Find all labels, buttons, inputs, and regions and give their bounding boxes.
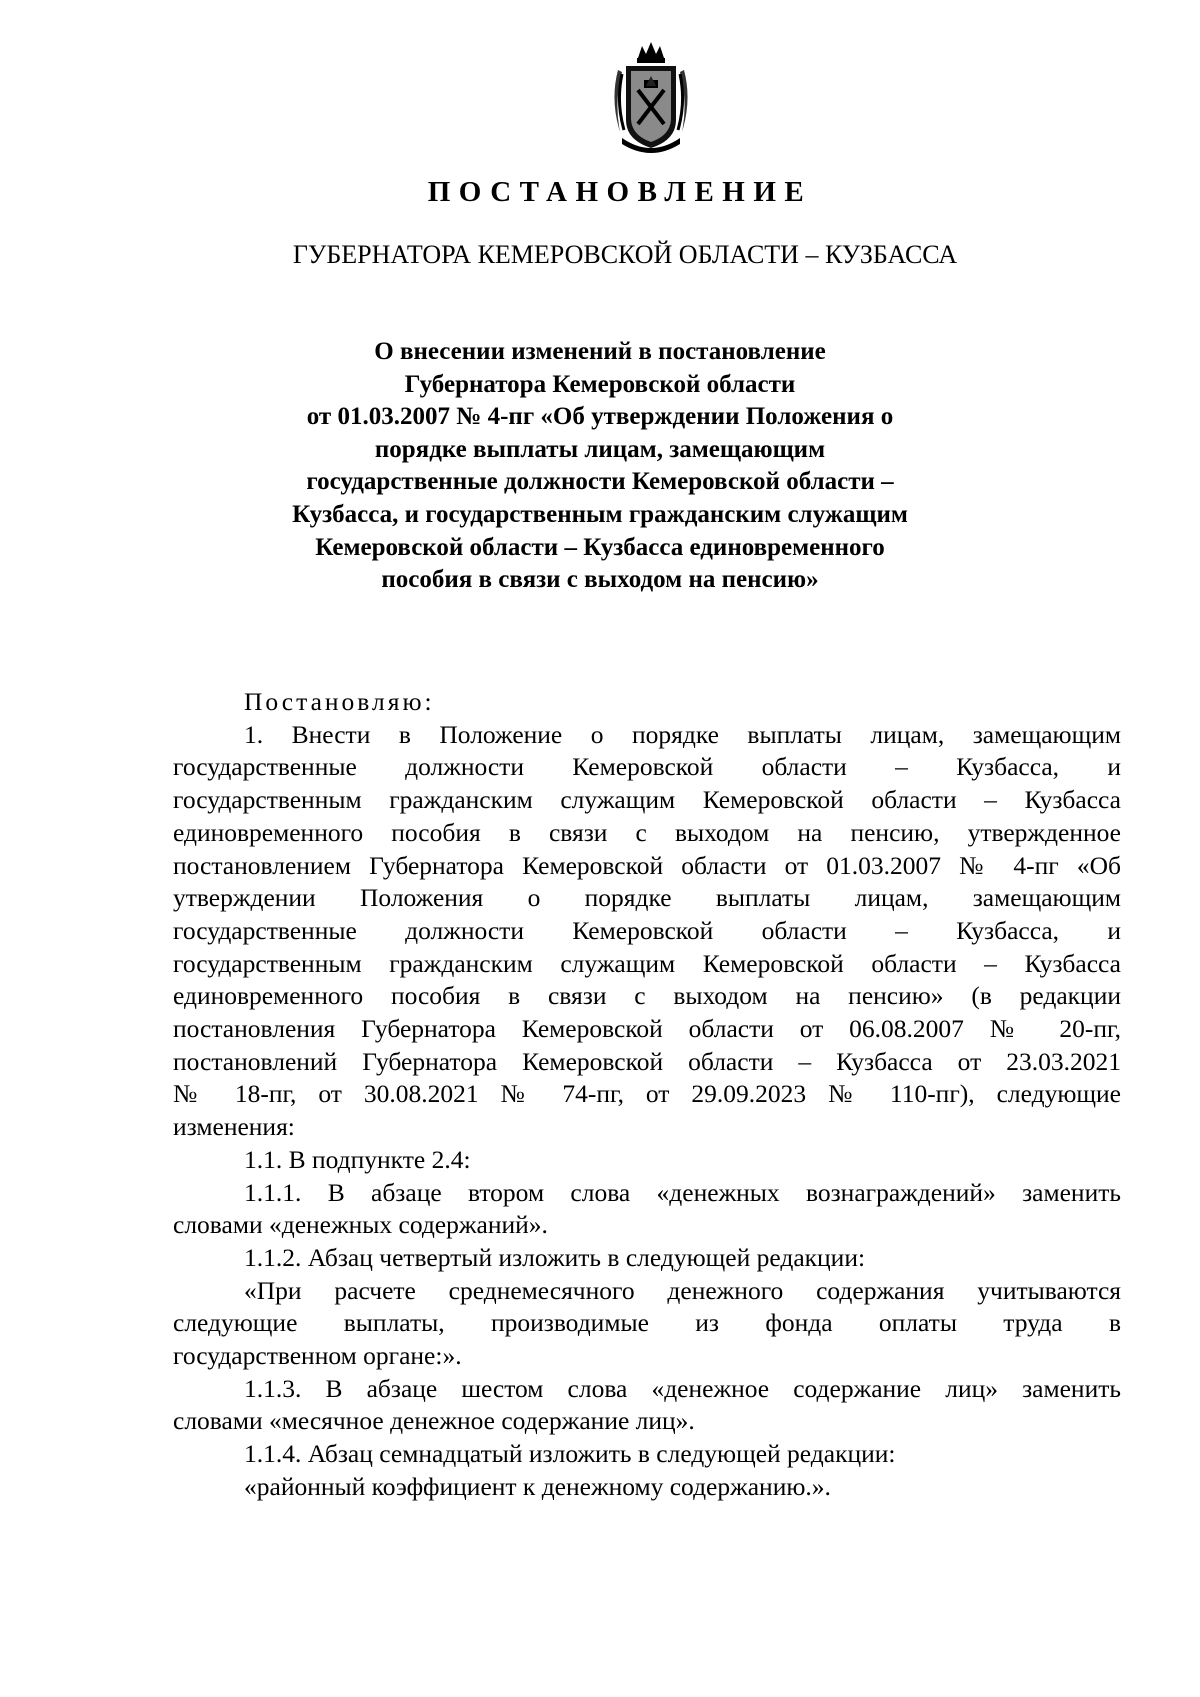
title-line: от 01.03.2007 № 4-пг «Об утверждении Положения о: [306, 403, 894, 431]
text-line: следующие выплаты, производимые из фонда оплаты труда в: [173, 1308, 1121, 1338]
text-line: государственным гражданским служащим Кемеровской области – Кузбасса: [173, 785, 1121, 815]
text-line: постановления Губернатора Кемеровской области от 06.08.2007 № 20-пг,: [173, 1014, 1121, 1044]
title-line: государственные должности Кемеровской области –: [306, 468, 894, 496]
text-line: № 18-пг, от 30.08.2021 № 74-пг, от 29.09.2023 № 110-пг), следующие: [173, 1079, 1121, 1109]
text-line: государственные должности Кемеровской области – Кузбасса, и: [173, 915, 1121, 945]
text-line: изменения:: [173, 1112, 295, 1142]
text-line: утверждении Положения о порядке выплаты лицам, замещающим: [173, 883, 1121, 913]
text-line: государственным гражданским служащим Кемеровской области – Кузбасса: [173, 948, 1121, 978]
text-line: единовременного пособия в связи с выходом на пенсию, утвержденное: [173, 817, 1121, 847]
text-line: государственные должности Кемеровской области – Кузбасса, и: [173, 752, 1121, 782]
text-line: «При расчете среднемесячного денежного содержания учитываются: [244, 1275, 1121, 1305]
text-line: постановлений Губернатора Кемеровской области – Кузбасса от 23.03.2021: [173, 1046, 1121, 1076]
text-line: единовременного пособия в связи с выходом на пенсию» (в редакции: [173, 981, 1121, 1011]
title-line: порядке выплаты лицам, замещающим: [374, 435, 826, 463]
paragraph-item-1-1-4: 1.1.4. Абзац семнадцатый изложить в следующей редакции:: [244, 1439, 896, 1469]
paragraph-item-1-1-3: [173, 1373, 1121, 1438]
title-line: Губернатора Кемеровской области: [404, 370, 796, 398]
resolve-paragraph: Постановляю:: [244, 687, 435, 716]
document-body: [173, 686, 1121, 1504]
text-line: словами «денежных содержаний».: [173, 1210, 548, 1240]
title-line: Кемеровской области – Кузбасса единовременного: [315, 533, 885, 561]
text-line: 1.1.3. В абзаце шестом слова «денежное содержание лиц» заменить: [244, 1373, 1121, 1403]
title-line: пособия в связи с выходом на пенсию»: [381, 566, 819, 594]
issuer: ГУБЕРНАТОРА КЕМЕРОВСКОЙ ОБЛАСТИ – КУЗБАССА: [292, 240, 958, 269]
coat-of-arms-icon: [608, 40, 694, 155]
title-line: О внесении изменений в постановление: [374, 338, 826, 365]
text-line: постановлением Губернатора Кемеровской области от 01.03.2007 № 4-пг «Об: [173, 850, 1121, 880]
quote-paragraph-2: «районный коэффициент к денежному содержанию.».: [244, 1471, 831, 1501]
text-line: государственном органе:».: [173, 1341, 462, 1371]
text-line: словами «месячное денежное содержание лиц».: [173, 1406, 695, 1436]
paragraph-item-1-1-2: 1.1.2. Абзац четвертый изложить в следующей редакции:: [244, 1242, 866, 1272]
text-line: 1. Внести в Положение о порядке выплаты лицам, замещающим: [244, 719, 1121, 749]
paragraph-item-1: [173, 719, 1121, 1144]
text-line: 1.1.1. В абзаце втором слова «денежных вознаграждений» заменить: [244, 1177, 1121, 1207]
document-type: ПОСТАНОВЛЕНИЕ: [427, 176, 813, 208]
document-title: [240, 336, 960, 597]
paragraph-item-1-1-1: [173, 1177, 1121, 1242]
quote-paragraph-1: [173, 1275, 1121, 1373]
title-line: Кузбасса, и государственным гражданским служащим: [292, 500, 908, 528]
paragraph-item-1-1: 1.1. В подпункте 2.4:: [244, 1144, 471, 1174]
